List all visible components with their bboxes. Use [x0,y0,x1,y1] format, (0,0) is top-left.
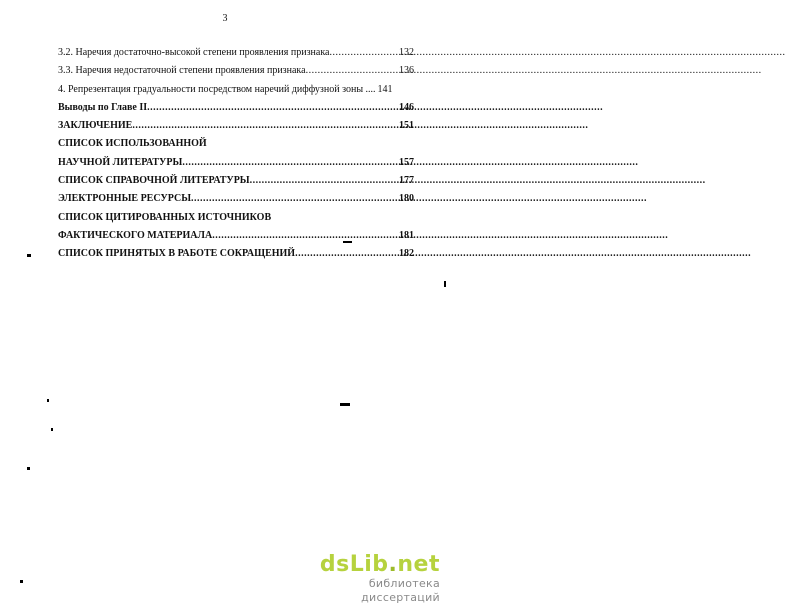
toc-entry-title: СПИСОК ПРИНЯТЫХ В РАБОТЕ СОКРАЩЕНИЙ [58,248,296,260]
scan-speck [27,254,31,257]
scan-speck [27,467,30,470]
toc-entry-title: СПИСОК СПРАВОЧНОЙ ЛИТЕРАТУРЫ [58,175,250,187]
toc-entry-conclusions-chapter-2 [58,99,414,117]
toc-entry-page: 177 [399,175,414,187]
toc-entry-title: Выводы по Главе II [58,101,148,113]
scan-speck [444,281,446,287]
toc-leader-dots [212,227,397,245]
toc-entry-page: 151 [399,120,414,132]
toc-entry-literature-heading [58,135,414,153]
watermark-subtitle: библиотека диссертаций [361,577,440,604]
toc-entry-title: СПИСОК ЦИТИРОВАННЫХ ИСТОЧНИКОВ [58,211,272,223]
toc-entry-title: ЭЛЕКТРОННЫЕ РЕСУРСЫ [58,193,192,205]
toc-entry-4 [58,81,414,99]
toc-leader-dots [295,245,397,263]
toc-entry-page: 181 [399,229,414,241]
toc-entry-title: 3.2. Наречия достаточно-высокой степени проявления признака [58,47,330,58]
toc-entry-title: ЗАКЛЮЧЕНИЕ [58,120,133,132]
toc-leader-dots [329,44,397,62]
toc-entry-page: 146 [399,101,414,113]
toc-entry-3-3 [58,62,414,80]
toc-leader-dots [250,172,397,190]
scan-speck [20,580,23,583]
watermark-logo [290,553,440,577]
toc-entry-page: 141 [377,83,393,95]
scan-speck [47,399,49,402]
table-of-contents [58,44,414,264]
toc-entry-conclusion [58,117,414,135]
toc-entry-page: 182 [399,248,414,260]
scan-speck [51,428,53,431]
watermark-logo-tld: net [397,552,440,577]
toc-entry-page: 136 [399,65,414,77]
toc-entry-title: 3.3. Наречия недостаточной степени проявления признака [58,65,306,77]
toc-leader-dots [306,62,397,80]
toc-entry-electronic-resources [58,190,414,208]
toc-entry-title: 4. Репрезентация градуальности посредством наречий диффузной зоны .... [58,83,376,95]
toc-entry-cited-sources-heading [58,209,414,227]
toc-entry-page: 180 [399,193,414,205]
watermark-logo-main: dsLib [319,552,389,577]
watermark-logo-dot: . [388,552,398,577]
toc-leader-dots [132,117,397,135]
toc-entry-title: СПИСОК ИСПОЛЬЗОВАННОЙ [58,138,207,150]
toc-entry-scientific-literature [58,154,414,172]
toc-entry-3-2 [58,44,414,62]
dslib-watermark [290,553,440,605]
scan-speck [340,403,350,406]
toc-entry-reference-literature [58,172,414,190]
toc-entry-page: 157 [399,156,414,168]
toc-leader-dots [147,99,397,117]
page-number: 3 [222,13,228,24]
toc-entry-title: ФАКТИЧЕСКОГО МАТЕРИАЛА [58,229,213,241]
toc-entry-title: НАУЧНОЙ ЛИТЕРАТУРЫ [58,156,183,168]
toc-leader-dots [182,154,397,172]
toc-entry-abbreviations [58,245,414,263]
toc-entry-page: 132 [399,47,414,58]
toc-leader-dots [191,190,397,208]
toc-entry-factual-material [58,227,414,245]
scan-speck [343,241,352,243]
